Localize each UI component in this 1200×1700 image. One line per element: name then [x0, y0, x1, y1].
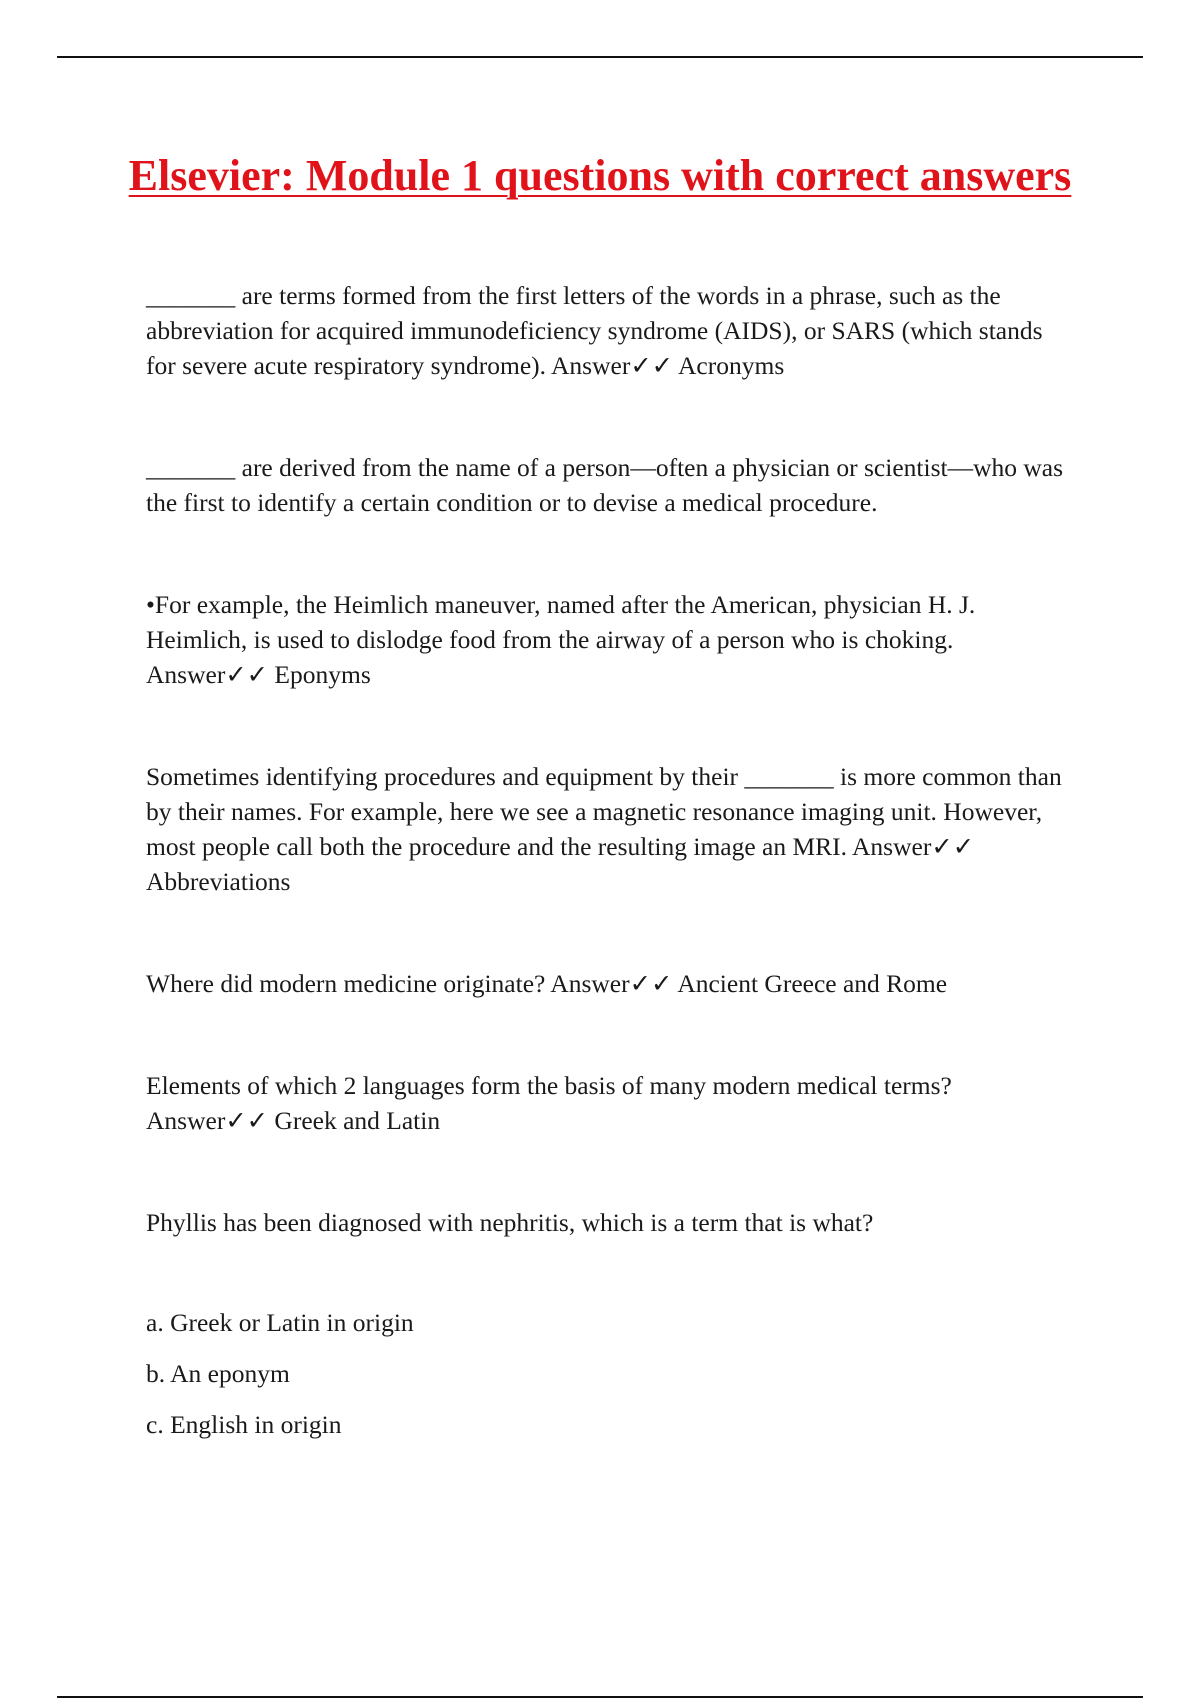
bottom-rule — [57, 1696, 1143, 1698]
question-abbreviations: Sometimes identifying procedures and equipment by their _______ is more common than by their names. For example, here we see a magnetic resonance imaging unit. However, most people call both the procedure and the resulting image an MRI. Answer✓✓ Abbreviations — [146, 762, 1062, 896]
question-eponyms-definition: _______ are derived from the name of a person—often a physician or scientist—who was the first to identify a certain condition or to devise a medical procedure. — [146, 453, 1064, 517]
question-medicine-origin: Where did modern medicine originate? Answer✓✓ Ancient Greece and Rome — [146, 969, 948, 998]
answer-options — [146, 1305, 1076, 1442]
option-a: a. Greek or Latin in origin — [146, 1308, 414, 1337]
page-title-text: Elsevier: Module 1 questions with correct answers — [128, 151, 1072, 200]
question-acronyms: _______ are terms formed from the first letters of the words in a phrase, such as the abbreviation for acquired immunodeficiency syndrome (AIDS), or SARS (which stands for severe acute respiratory syndrome). Answer✓✓ Acronyms — [146, 281, 1043, 380]
top-rule — [57, 56, 1143, 58]
document-body — [146, 278, 1076, 1458]
option-c: c. English in origin — [146, 1410, 342, 1439]
option-b: b. An eponym — [146, 1359, 290, 1388]
question-languages: Elements of which 2 languages form the basis of many modern medical terms? Answer✓✓ Greek and Latin — [146, 1071, 952, 1135]
question-nephritis: Phyllis has been diagnosed with nephritis, which is a term that is what? — [146, 1208, 874, 1237]
question-eponyms-example: •For example, the Heimlich maneuver, named after the American, physician H. J. Heimlich, is used to dislodge food from the airway of a person who is choking. Answer✓✓ Eponyms — [146, 590, 976, 689]
page-title — [100, 145, 1100, 206]
